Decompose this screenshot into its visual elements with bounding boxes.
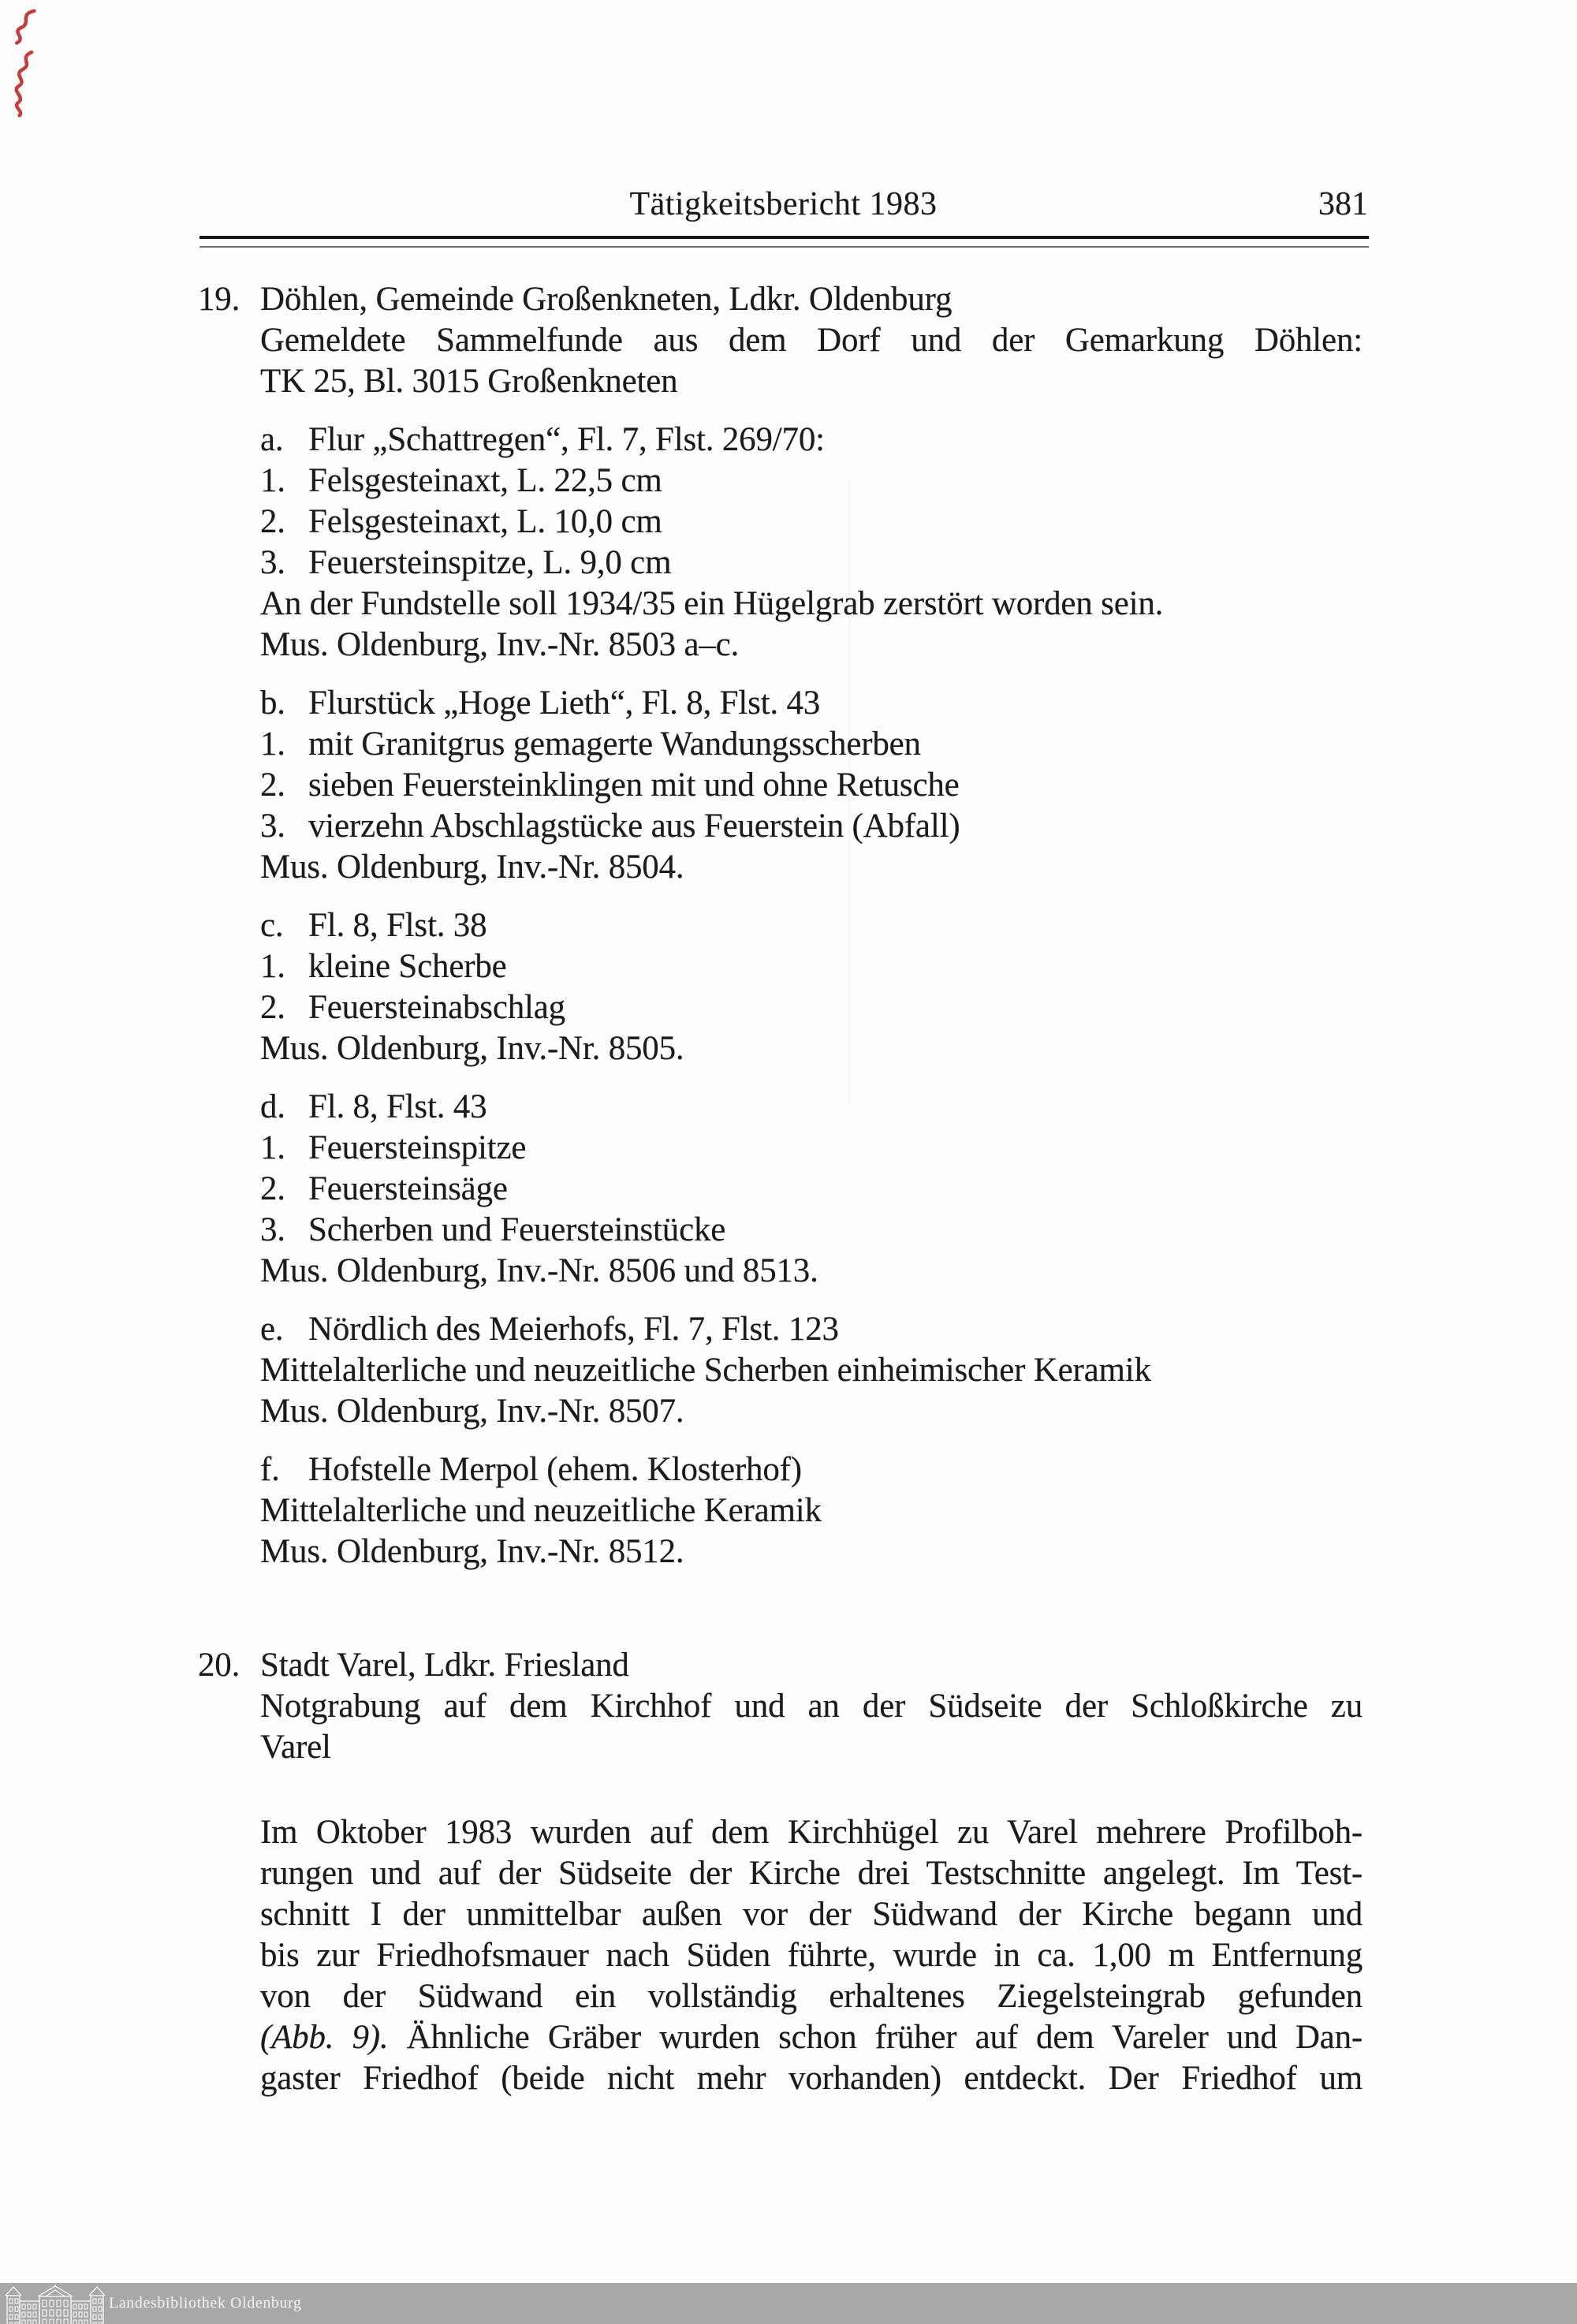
item-number: 2.: [260, 1170, 285, 1207]
item-number: 1.: [260, 726, 285, 763]
finds-block-d: [260, 1087, 1363, 1292]
note-line: Mus. Oldenburg, Inv.-Nr. 8507.: [260, 1393, 684, 1430]
entry-19-heading: [198, 279, 1363, 320]
item-number: 3.: [260, 544, 285, 581]
paragraph-line: schnitt I der unmittelbar außen vor der Südwand der Kirche begann und: [260, 1896, 1363, 1933]
item-number: 2.: [260, 503, 285, 540]
item-number: 1.: [260, 1129, 285, 1166]
find-item: [260, 1210, 1363, 1251]
find-item: [260, 987, 1363, 1028]
paragraph-line: gaster Friedhof (beide nicht mehr vorhanden) entdeckt. Der Friedhof um: [260, 2060, 1363, 2097]
red-ink-marks-icon: [6, 3, 63, 121]
block-heading: d. Fl. 8, Flst. 43: [260, 1087, 1363, 1128]
note-line: Mus. Oldenburg, Inv.-Nr. 8505.: [260, 1030, 684, 1067]
note-line: An der Fundstelle soll 1934/35 ein Hügelgrab zerstört worden sein.: [260, 585, 1164, 622]
block-label: d.: [260, 1088, 285, 1125]
item-text: Scherben und Feuersteinstücke: [308, 1211, 726, 1248]
page-title: Tätigkeitsbericht 1983: [629, 186, 938, 222]
item-text: sieben Feuersteinklingen mit und ohne Retusche: [308, 767, 960, 804]
block-heading: c. Fl. 8, Flst. 38: [260, 905, 1363, 946]
note-line: Mus. Oldenburg, Inv.-Nr. 8503 a–c.: [260, 626, 740, 663]
block-heading: b. Flurstück „Hoge Lieth“, Fl. 8, Flst. 43: [260, 683, 1363, 724]
item-text: Feuersteinspitze: [308, 1129, 527, 1166]
item-number: 3.: [260, 1211, 285, 1248]
entry-19-intro-line-1: Gemeldete Sammelfunde aus dem Dorf und der Gemarkung Döhlen:: [260, 322, 1363, 359]
library-footer-bar: [0, 2283, 1577, 2324]
item-text: Feuersteinabschlag: [308, 989, 565, 1026]
find-item: [260, 1169, 1363, 1210]
item-text: vierzehn Abschlagstücke aus Feuerstein (Abfall): [308, 808, 960, 845]
item-number: 2.: [260, 767, 285, 804]
entry-19-title: Döhlen, Gemeinde Großenkneten, Ldkr. Oldenburg: [260, 281, 953, 318]
library-name-label: Landesbibliothek Oldenburg: [109, 2294, 302, 2312]
note-line: Mittelalterliche und neuzeitliche Keramik: [260, 1492, 822, 1529]
find-item: [260, 502, 1363, 543]
finds-block-b: [260, 683, 1363, 888]
find-item: [260, 724, 1363, 765]
item-number: 2.: [260, 989, 285, 1026]
entry-20-heading: [198, 1645, 1363, 1686]
block-label: f.: [260, 1451, 280, 1488]
item-text: Feuersteinsäge: [308, 1170, 508, 1207]
figure-reference: (Abb. 9).: [260, 2019, 389, 2056]
entry-20: [198, 1645, 1363, 2099]
note-line: Mittelalterliche und neuzeitliche Scherben einheimischer Keramik: [260, 1352, 1151, 1389]
item-text: Feuersteinspitze, L. 9,0 cm: [308, 544, 672, 581]
block-heading: e. Nördlich des Meierhofs, Fl. 7, Flst. 123: [260, 1309, 1363, 1350]
entry-20-number: 20.: [198, 1647, 240, 1684]
header-rule: [199, 236, 1369, 248]
paragraph-line: von der Südwand ein vollständig erhaltenes Ziegelsteingrab gefunden: [260, 1978, 1363, 2015]
page-body: [198, 279, 1363, 2099]
paragraph-line: rungen und auf der Südseite der Kirche drei Testschnitte angelegt. Im Test-: [260, 1855, 1363, 1892]
item-number: 3.: [260, 808, 285, 845]
block-label: e.: [260, 1311, 284, 1348]
finds-block-f: [260, 1449, 1363, 1572]
note-line: Mus. Oldenburg, Inv.-Nr. 8512.: [260, 1533, 684, 1570]
entry-19: [198, 279, 1363, 1572]
item-text: kleine Scherbe: [308, 948, 507, 985]
entry-19-number: 19.: [198, 281, 240, 318]
paragraph-line: bis zur Friedhofsmauer nach Süden führte, wurde in ca. 1,00 m Entfernung: [260, 1937, 1363, 1974]
library-building-icon: [5, 2285, 106, 2324]
item-number: 1.: [260, 948, 285, 985]
page-number: 381: [1318, 186, 1368, 222]
entry-20-title: Stadt Varel, Ldkr. Friesland: [260, 1647, 629, 1684]
paragraph-line: Im Oktober 1983 wurden auf dem Kirchhügel zu Varel mehrere Profilboh-: [260, 1814, 1363, 1851]
find-item: [260, 461, 1363, 502]
paragraph-line: (Abb. 9). Ähnliche Gräber wurden schon früher auf dem Vareler und Dan-: [260, 2019, 1363, 2056]
block-heading: f. Hofstelle Merpol (ehem. Klosterhof): [260, 1449, 1363, 1490]
find-item: [260, 1128, 1363, 1169]
entry-20-subtitle-line-2: Varel: [260, 1729, 331, 1766]
finds-block-a: [260, 420, 1363, 666]
entry-20-paragraph: [260, 1812, 1363, 2099]
finds-block-c: [260, 905, 1363, 1069]
block-label: c.: [260, 907, 284, 944]
find-item: [260, 543, 1363, 584]
block-label: b.: [260, 685, 285, 722]
find-item: [260, 946, 1363, 987]
entry-19-intro-line-2: TK 25, Bl. 3015 Großenkneten: [260, 363, 678, 400]
block-heading: a. Flur „Schattregen“, Fl. 7, Flst. 269/70:: [260, 420, 1363, 461]
item-text: mit Granitgrus gemagerte Wandungsscherben: [308, 726, 921, 763]
finds-block-e: [260, 1309, 1363, 1432]
page-header: [199, 185, 1368, 224]
entry-20-subtitle-line-1: Notgrabung auf dem Kirchhof und an der Südseite der Schloßkirche zu: [260, 1688, 1363, 1725]
item-text: Felsgesteinaxt, L. 22,5 cm: [308, 462, 662, 499]
note-line: Mus. Oldenburg, Inv.-Nr. 8504.: [260, 849, 684, 886]
find-item: [260, 765, 1363, 806]
block-label: a.: [260, 421, 284, 458]
item-text: Felsgesteinaxt, L. 10,0 cm: [308, 503, 662, 540]
item-number: 1.: [260, 462, 285, 499]
note-line: Mus. Oldenburg, Inv.-Nr. 8506 und 8513.: [260, 1252, 818, 1289]
find-item: [260, 806, 1363, 847]
